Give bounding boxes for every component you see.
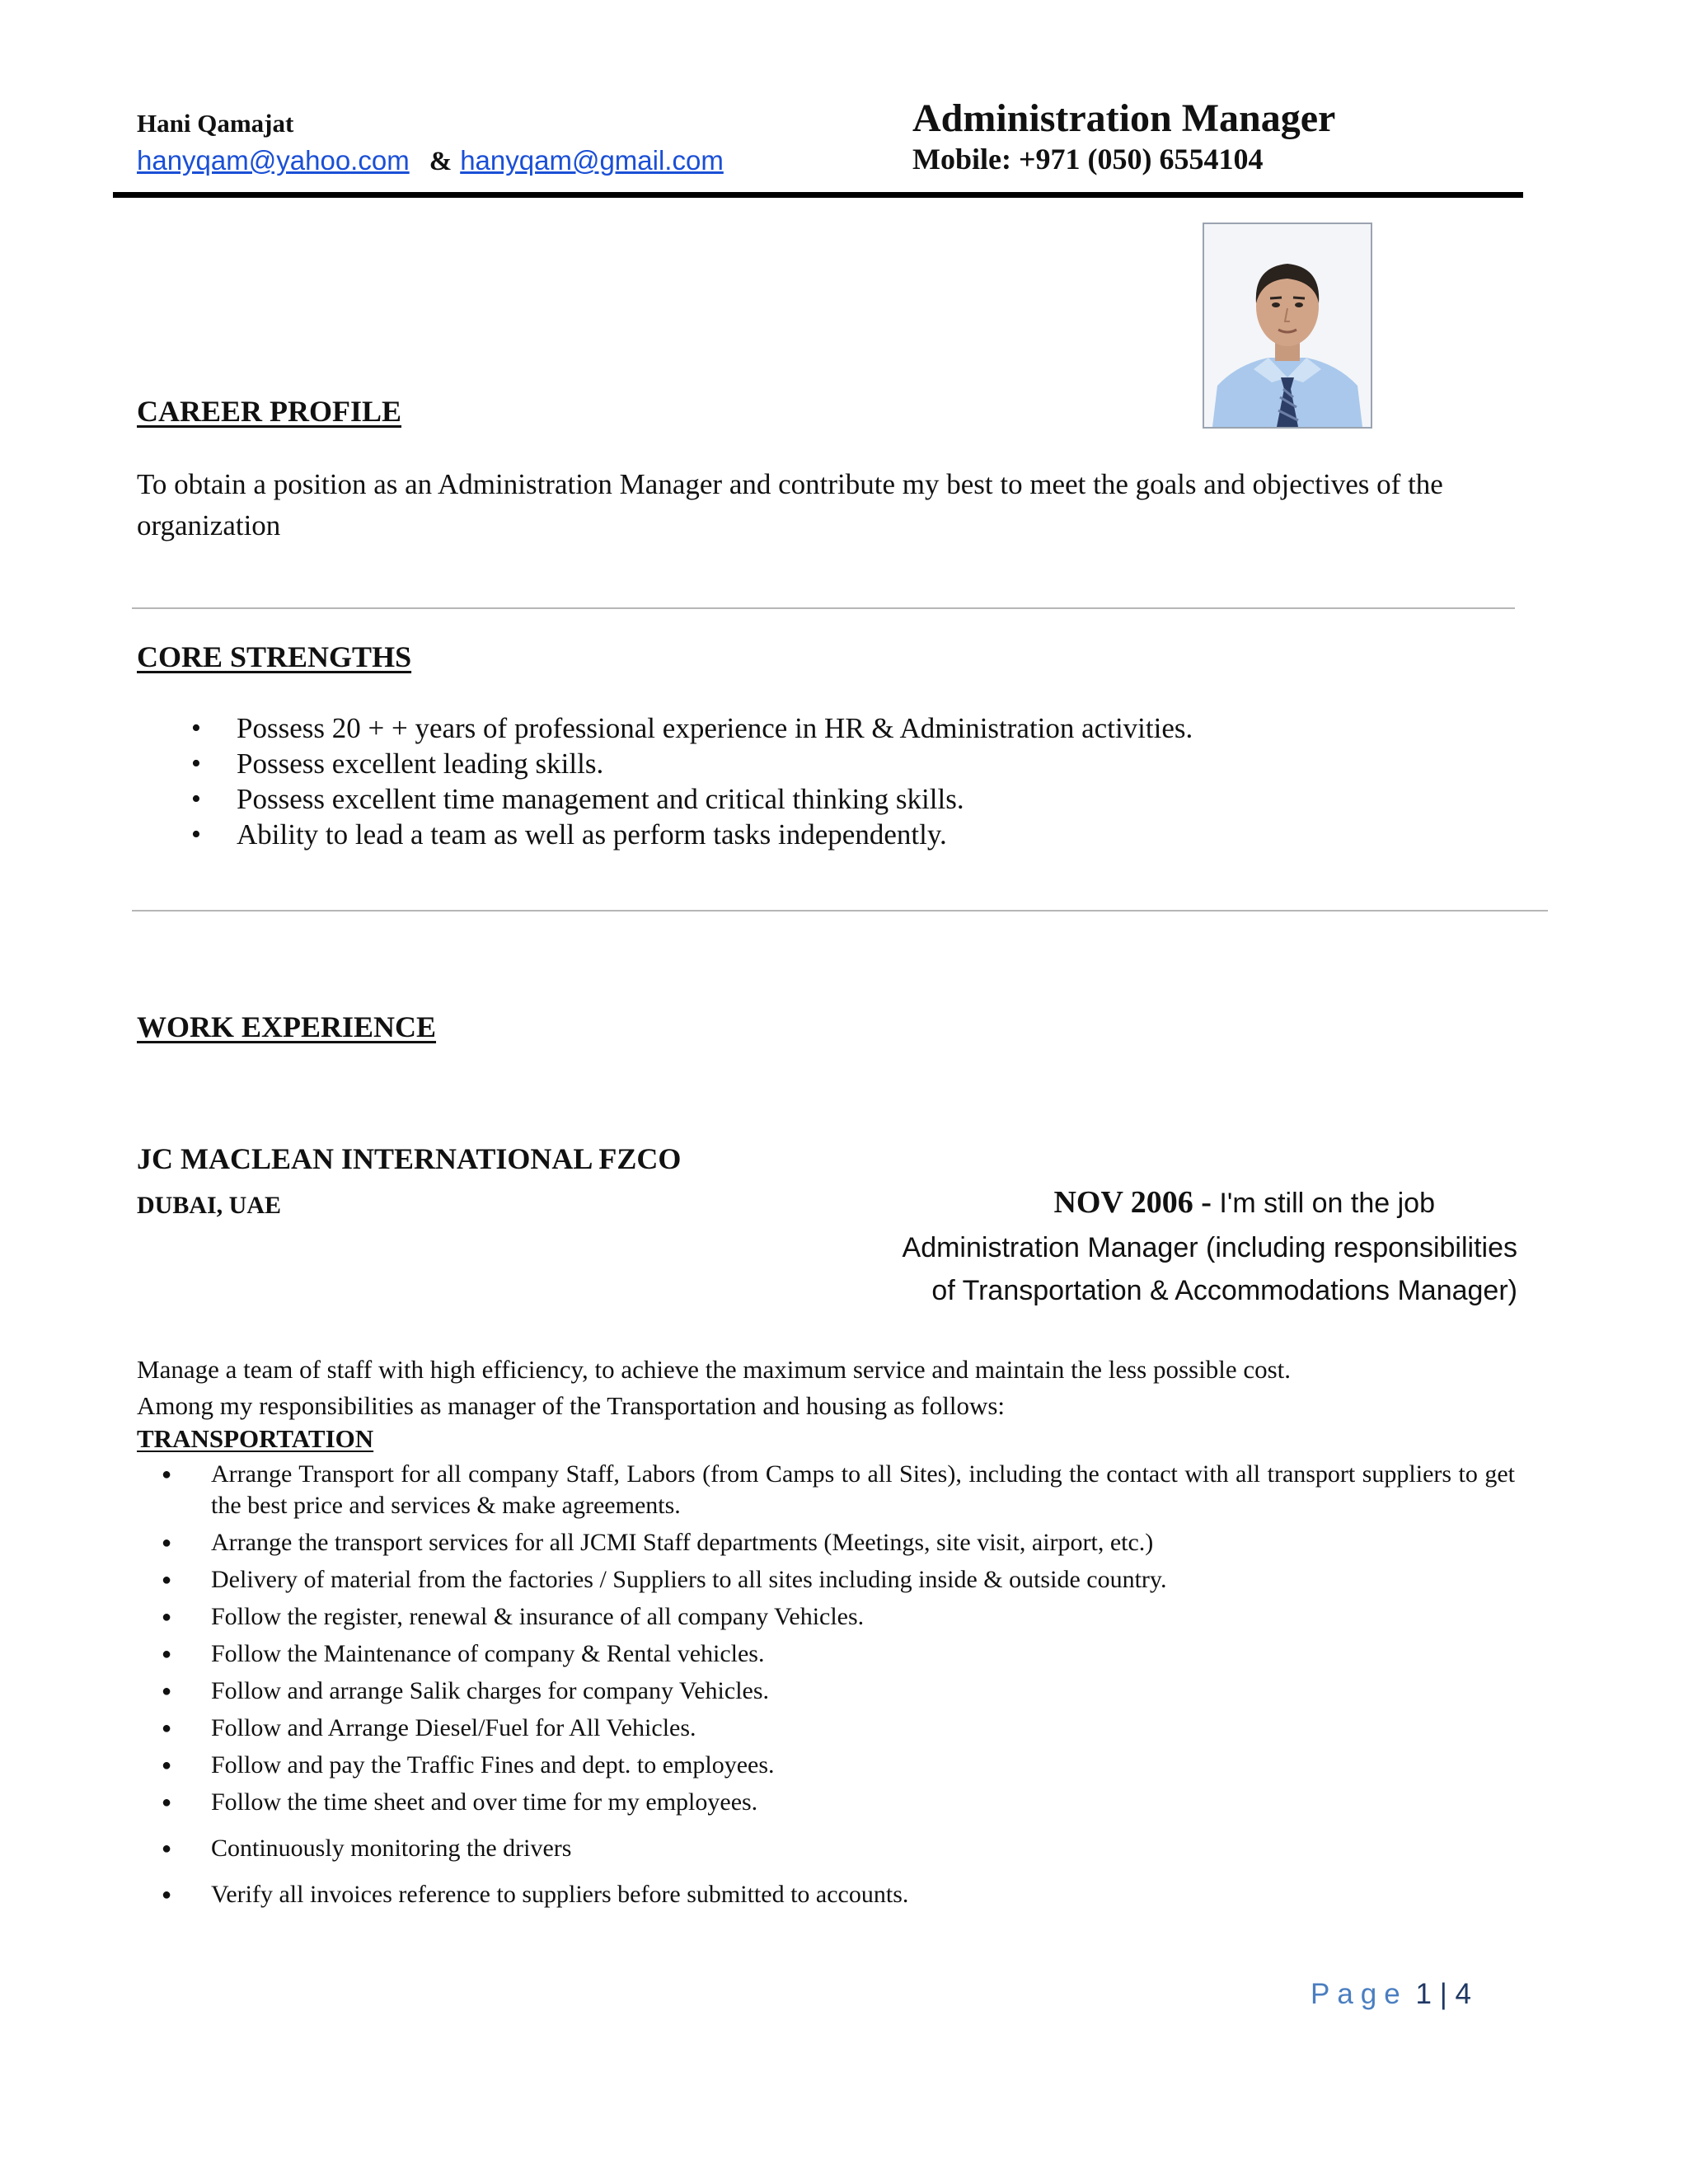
section-divider — [132, 910, 1548, 912]
job-title: Administration Manager — [912, 96, 1336, 140]
section-divider — [132, 607, 1515, 609]
transportation-task-list — [162, 1459, 1515, 1916]
list-item: ● Continuously monitoring the drivers — [162, 1833, 1515, 1864]
list-item: ● Verify all invoices reference to suppliers before submitted to accounts. — [162, 1879, 1515, 1910]
email-link-gmail[interactable]: hanyqam@gmail.com — [460, 145, 724, 176]
career-profile-text: To obtain a position as an Administration Manager and contribute my best to meet the goals and objectives of the organization — [137, 468, 1443, 541]
list-item: ● Follow the register, renewal & insurance of all company Vehicles. — [162, 1601, 1515, 1633]
page-number — [1311, 1978, 1471, 2011]
mobile-number: Mobile: +971 (050) 6554104 — [912, 143, 1264, 176]
list-item: ● Arrange Transport for all company Staff, Labors (from Camps to all Sites), including the contact with all transport suppliers to get the best price and services & make agreements. — [162, 1459, 1515, 1521]
experience-intro — [137, 1352, 1538, 1424]
company-name: JC MACLEAN INTERNATIONAL FZCO — [137, 1142, 682, 1175]
period-note: I'm still on the job — [1219, 1188, 1435, 1219]
header-divider — [113, 192, 1523, 198]
list-item: ● Follow and arrange Salik charges for company Vehicles. — [162, 1675, 1515, 1707]
list-item: ● Follow the Maintenance of company & Rental vehicles. — [162, 1638, 1515, 1670]
email-separator: & — [429, 147, 452, 176]
list-item: ● Follow and Arrange Diesel/Fuel for All Vehicles. — [162, 1713, 1515, 1744]
email-line — [137, 145, 724, 177]
list-item: ● Follow the time sheet and over time for my employees. — [162, 1787, 1515, 1818]
transportation-heading: TRANSPORTATION — [137, 1424, 374, 1453]
current-page: 1 — [1415, 1978, 1432, 2010]
intro-line: Among my responsibilities as manager of the Transportation and housing as follows: — [137, 1391, 1006, 1420]
list-item: • Possess 20 + + years of professional experience in HR & Administration activities. — [191, 710, 1469, 746]
profile-photo — [1203, 223, 1372, 429]
list-item: • Possess excellent leading skills. — [191, 746, 1469, 781]
employment-period — [1053, 1184, 1435, 1221]
intro-line: Manage a team of staff with high efficiency, to achieve the maximum service and maintain the less possible cost. — [137, 1355, 1292, 1384]
list-item: ● Arrange the transport services for all JCMI Staff departments (Meetings, site visit, airport, etc.) — [162, 1527, 1515, 1558]
work-experience-heading: WORK EXPERIENCE — [137, 1010, 437, 1043]
role-line: Administration Manager (including responsibilities — [902, 1232, 1517, 1263]
total-pages: 4 — [1455, 1978, 1471, 2010]
period-date: NOV 2006 - — [1053, 1185, 1212, 1220]
page-word: Page — [1311, 1978, 1408, 2010]
list-item: ● Follow and pay the Traffic Fines and dept. to employees. — [162, 1750, 1515, 1781]
portrait-illustration — [1204, 224, 1371, 427]
page-separator: | — [1439, 1978, 1447, 2010]
core-strengths-list — [191, 710, 1469, 852]
role-description — [776, 1226, 1517, 1312]
candidate-name: Hani Qamajat — [137, 109, 294, 138]
list-item: • Possess excellent time management and critical thinking skills. — [191, 781, 1469, 817]
career-profile-heading: CAREER PROFILE — [137, 395, 402, 428]
email-link-yahoo[interactable]: hanyqam@yahoo.com — [137, 145, 410, 176]
company-location: DUBAI, UAE — [137, 1192, 282, 1219]
list-item: ● Delivery of material from the factories / Suppliers to all sites including inside & outside country. — [162, 1564, 1515, 1596]
role-line: of Transportation & Accommodations Manager) — [931, 1275, 1517, 1306]
core-strengths-heading: CORE STRENGTHS — [137, 640, 412, 673]
list-item: • Ability to lead a team as well as perform tasks independently. — [191, 817, 1469, 852]
